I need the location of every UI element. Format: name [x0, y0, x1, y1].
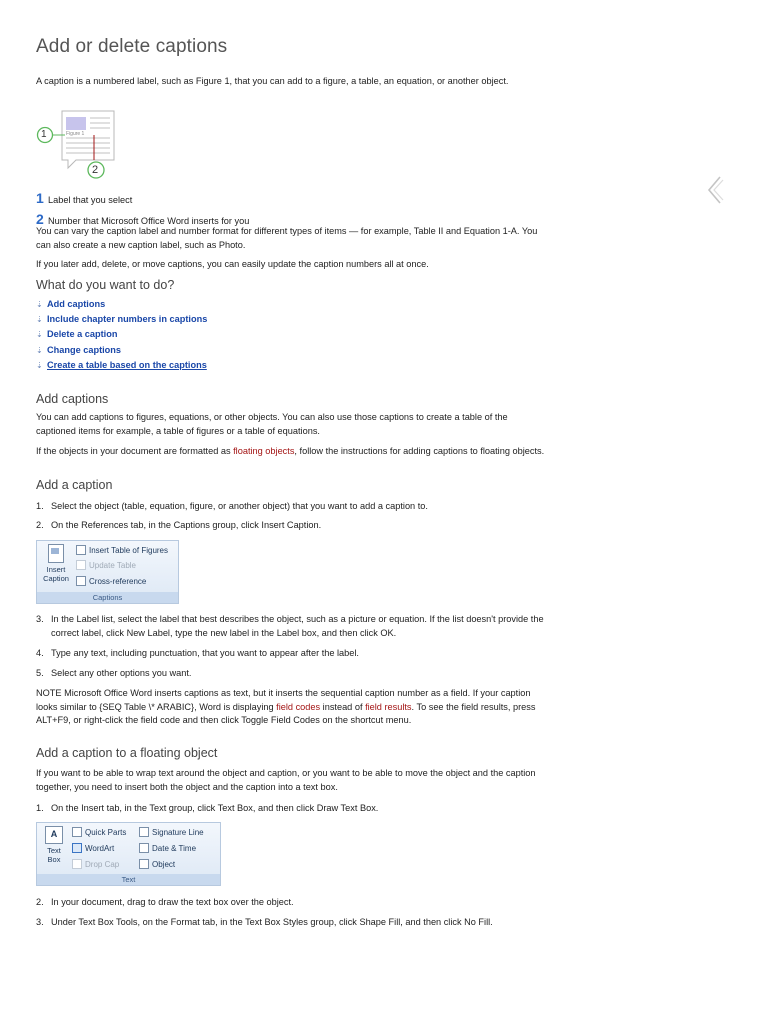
text-segment: If the objects in your document are formatted as: [36, 446, 234, 456]
what-heading: What do you want to do?: [36, 278, 175, 292]
caption-illustration-svg: [36, 108, 121, 183]
toc-item-change-captions[interactable]: [36, 343, 207, 358]
insert-caption-icon: [48, 544, 64, 563]
wordart-icon: [72, 843, 82, 853]
text-box-icon: A: [45, 826, 63, 844]
add-a-caption-heading: Add a caption: [36, 478, 113, 492]
ribbon-item-label: Update Table: [89, 560, 136, 570]
calendar-icon: [139, 843, 149, 853]
ribbon-item-label: Date & Time: [152, 843, 197, 853]
step-text: On the Insert tab, in the Text group, click Text Box, and then click Draw Text Box.: [51, 803, 379, 813]
down-arrow-icon: ⇣: [36, 345, 43, 355]
quick-parts-icon: [72, 827, 82, 837]
previous-page-icon[interactable]: [706, 175, 724, 205]
step-number: 3.: [36, 917, 44, 927]
text-box-label: Text Box: [47, 846, 61, 864]
step-text: Type any text, including punctuation, that you want to appear after the label.: [51, 648, 359, 658]
callout-2-label: 2: [92, 164, 99, 176]
ribbon-item-label: Drop Cap: [85, 859, 120, 869]
toc-link[interactable]: Create a table based on the captions: [47, 359, 207, 370]
text-segment: . To see the field results, press ALT+F9, or right-click the field code and then click Toggle Field Codes on the shortcut menu.: [36, 701, 536, 725]
down-arrow-icon: ⇣: [36, 330, 43, 340]
update-table-icon: [76, 560, 86, 570]
toc-link[interactable]: Include chapter numbers in captions: [47, 314, 208, 325]
insert-table-of-figures-item: [76, 545, 168, 555]
add-captions-paragraph-2: [36, 445, 546, 459]
update-paragraph: If you later add, delete, or move captions, you can easily update the caption numbers all at once.: [36, 259, 429, 269]
object-icon: [139, 859, 149, 869]
table-of-figures-icon: [76, 545, 86, 555]
step-text: Select any other options you want.: [51, 668, 192, 678]
vary-paragraph: You can vary the caption label and number format for different types of items — for example, Table II and Equation 1-A. You can also create a new caption label, such as Photo.: [36, 226, 538, 250]
ribbon-item-label: Cross-reference: [89, 576, 147, 586]
drop-cap-item: [72, 859, 119, 869]
ribbon-item-label: Signature Line: [152, 827, 204, 837]
step-text: Under Text Box Tools, on the Format tab, in the Text Box Styles group, click Shape Fill, and then click No Fill.: [51, 917, 493, 927]
text-group-label: Text: [37, 874, 220, 885]
caption-illustration: [36, 108, 121, 183]
page-title: Add or delete captions: [36, 36, 228, 57]
legend-number: 2: [36, 211, 44, 227]
step-number: 2.: [36, 520, 44, 530]
step-text: Select the object (table, equation, figure, or another object) that you want to add a caption to.: [51, 501, 428, 511]
floating-paragraph: If you want to be able to wrap text around the object and caption, or you want to be able to move the object and the caption together, you need to insert both the object and the caption into a text box.: [36, 768, 536, 792]
field-results-link[interactable]: field results: [365, 701, 412, 712]
insert-caption-button: [40, 544, 72, 583]
object-item: [139, 859, 175, 869]
cross-reference-icon: [76, 576, 86, 586]
step-number: 5.: [36, 668, 44, 678]
step-number: 2.: [36, 897, 44, 907]
step-text: In the Label list, select the label that best describes the object, such as a picture or equation. If the list doesn't provide the correct label, click New Label, type the new label in the Label box, and then click OK.: [51, 614, 544, 638]
text-ribbon-image: [36, 822, 221, 886]
step-4: [36, 646, 546, 660]
legend-text: Label that you select: [48, 195, 133, 205]
quick-parts-item: [72, 827, 126, 837]
toc-item-add-captions[interactable]: [36, 297, 207, 312]
ribbon-item-label: Insert Table of Figures: [89, 545, 169, 555]
illustration-caption-text: Figure 1: [66, 131, 85, 137]
floating-step-1: [36, 801, 546, 815]
drop-cap-icon: [72, 859, 82, 869]
step-3: [36, 612, 546, 640]
intro-paragraph: A caption is a numbered label, such as Figure 1, that you can add to a figure, a table, an equation, or another object.: [36, 76, 509, 86]
text-segment: instead of: [320, 701, 366, 712]
ribbon-item-label: Quick Parts: [85, 827, 127, 837]
cross-reference-item: [76, 576, 146, 586]
step-text: On the References tab, in the Captions group, click Insert Caption.: [51, 520, 322, 530]
update-table-item: [76, 560, 136, 570]
toc-link[interactable]: Change captions: [47, 344, 122, 355]
step-number: 1.: [36, 803, 44, 813]
captions-ribbon-image: [36, 540, 179, 604]
legend-number: 1: [36, 190, 44, 206]
captions-group-label: Captions: [37, 592, 178, 603]
legend-row-1: [36, 190, 132, 206]
down-arrow-icon: ⇣: [36, 300, 43, 309]
toc-item-chapter-numbers[interactable]: [36, 312, 207, 327]
signature-line-item: [139, 827, 204, 837]
floating-objects-link[interactable]: floating objects: [233, 446, 295, 456]
toc-list: [36, 297, 207, 373]
field-codes-link[interactable]: field codes: [276, 701, 321, 712]
text-segment: NOTE Microsoft Office Word inserts captions as text, but it inserts the sequential caption number as a field. If your caption looks similar to {SEQ Table \* ARABIC}, Word is displaying: [36, 688, 531, 712]
ribbon-item-label: Object: [152, 859, 176, 869]
add-captions-heading: Add captions: [36, 392, 109, 406]
step-number: 3.: [36, 614, 44, 624]
floating-heading: Add a caption to a floating object: [36, 746, 218, 760]
floating-step-3: [36, 915, 546, 929]
wordart-item: [72, 843, 114, 853]
text-segment: , follow the instructions for adding captions to floating objects.: [294, 446, 545, 456]
step-1: [36, 499, 546, 513]
date-time-item: [139, 843, 196, 853]
signature-line-icon: [139, 827, 149, 837]
add-captions-paragraph-1: You can add captions to figures, equations, or other objects. You can also use those captions to create a table of the captioned items for example, a table of figures or a table of equations.: [36, 412, 508, 436]
step-5: [36, 666, 546, 680]
down-arrow-icon: ⇣: [36, 360, 43, 370]
down-arrow-icon: ⇣: [36, 315, 43, 325]
floating-step-2: [36, 895, 546, 909]
toc-item-create-table[interactable]: [36, 358, 207, 373]
toc-link[interactable]: Add captions: [47, 299, 106, 309]
toc-link[interactable]: Delete a caption: [47, 329, 118, 340]
ribbon-item-label: WordArt: [85, 843, 115, 853]
text-box-button: [40, 826, 68, 864]
legend-text: Number that Microsoft Office Word inserts for you: [48, 216, 250, 226]
step-text: In your document, drag to draw the text box over the object.: [51, 897, 294, 907]
step-number: 4.: [36, 648, 44, 658]
insert-caption-label: Insert Caption: [43, 565, 69, 583]
note-paragraph: [36, 687, 546, 728]
step-number: 1.: [36, 501, 44, 511]
step-2: [36, 518, 546, 532]
callout-1-label: 1: [41, 129, 47, 140]
toc-item-delete-caption[interactable]: [36, 327, 207, 342]
